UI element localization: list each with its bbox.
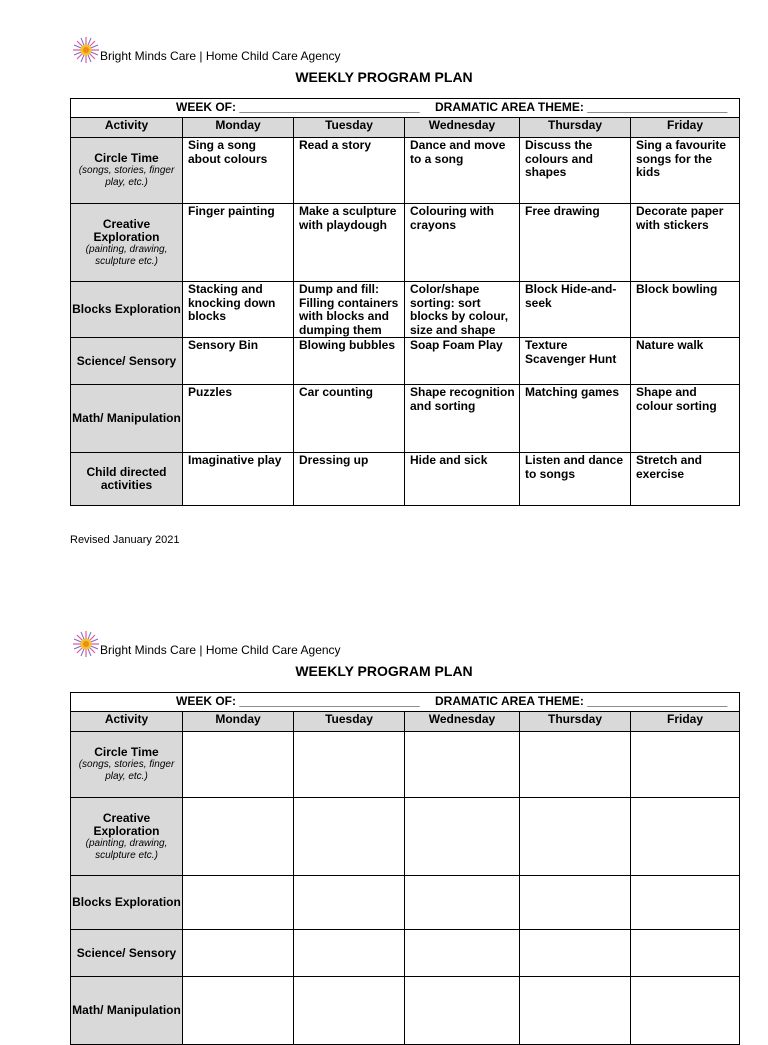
plan-cell: Color/shape sorting: sort blocks by colour, size and shape: [405, 282, 520, 338]
plan-cell: Matching games: [520, 385, 631, 453]
plan-cell-empty[interactable]: [294, 930, 405, 977]
plan-cell: Block Hide-and-seek: [520, 282, 631, 338]
plan-cell-empty[interactable]: [520, 930, 631, 977]
plan-cell-empty[interactable]: [183, 930, 294, 977]
activity-cell: [71, 977, 183, 1045]
header: [72, 36, 341, 64]
plan-cell: Stacking and knocking down blocks: [183, 282, 294, 338]
plan-cell: Dump and fill: Filling containers with blocks and dumping them: [294, 282, 405, 338]
activity-cell: [71, 338, 183, 385]
plan-cell: Imaginative play: [183, 453, 294, 506]
plan-cell-empty[interactable]: [520, 876, 631, 930]
week-row: [71, 99, 740, 118]
revised-date: Revised January 2021: [70, 534, 180, 546]
plan-cell-empty[interactable]: [405, 876, 520, 930]
activity-cell: [71, 138, 183, 204]
plan-cell-empty[interactable]: [631, 977, 740, 1045]
sunburst-logo-icon: [72, 630, 100, 658]
plan-cell: Decorate paper with stickers: [631, 204, 740, 282]
plan-cell-empty[interactable]: [405, 930, 520, 977]
activity-cell: [71, 732, 183, 798]
dramatic-theme-label: DRAMATIC AREA THEME: _____________________: [435, 100, 728, 114]
table-row: [71, 876, 740, 930]
plan-cell: Listen and dance to songs: [520, 453, 631, 506]
column-header: Friday: [631, 118, 740, 138]
activity-name: Science/ Sensory: [76, 945, 177, 960]
table-row: [71, 338, 740, 385]
plan-cell-empty[interactable]: [183, 732, 294, 798]
plan-cell-empty[interactable]: [294, 977, 405, 1045]
column-header: Wednesday: [405, 118, 520, 138]
plan-cell-empty[interactable]: [294, 732, 405, 798]
week-of-label: WEEK OF: ___________________________: [176, 100, 420, 114]
plan-cell: Make a sculpture with playdough: [294, 204, 405, 282]
plan-cell: Discuss the colours and shapes: [520, 138, 631, 204]
table-row: [71, 204, 740, 282]
plan-cell: Blowing bubbles: [294, 338, 405, 385]
plan-cell: Nature walk: [631, 338, 740, 385]
plan-cell: Block bowling: [631, 282, 740, 338]
table-row: [71, 138, 740, 204]
plan-cell: Read a story: [294, 138, 405, 204]
plan-cell-empty[interactable]: [520, 732, 631, 798]
week-row: [71, 693, 740, 712]
page-title: WEEKLY PROGRAM PLAN: [295, 69, 473, 85]
column-header: Tuesday: [294, 712, 405, 732]
program-plan-table-blank: [70, 692, 740, 1045]
plan-cell: Free drawing: [520, 204, 631, 282]
table-row: [71, 282, 740, 338]
plan-cell-empty[interactable]: [294, 876, 405, 930]
plan-cell: Shape recognition and sorting: [405, 385, 520, 453]
activity-cell: [71, 204, 183, 282]
activity-name: Science/ Sensory: [76, 353, 177, 368]
plan-cell-empty[interactable]: [294, 798, 405, 876]
table-row: [71, 732, 740, 798]
column-header: Thursday: [520, 712, 631, 732]
activity-name: Blocks Exploration: [72, 895, 181, 909]
plan-cell: Shape and colour sorting: [631, 385, 740, 453]
plan-cell-empty[interactable]: [520, 977, 631, 1045]
table-row: [71, 385, 740, 453]
plan-cell: Hide and sick: [405, 453, 520, 506]
week-of-label: WEEK OF: ___________________________: [176, 694, 420, 708]
activity-name: Child directed activities: [86, 465, 167, 492]
plan-cell: Texture Scavenger Hunt: [520, 338, 631, 385]
plan-cell-empty[interactable]: [405, 732, 520, 798]
plan-cell: Finger painting: [183, 204, 294, 282]
column-header: Activity: [71, 712, 183, 732]
plan-cell: Dressing up: [294, 453, 405, 506]
plan-cell-empty[interactable]: [631, 798, 740, 876]
activity-cell: [71, 930, 183, 977]
activity-cell: [71, 282, 183, 338]
column-header: Activity: [71, 118, 183, 138]
plan-cell: Sensory Bin: [183, 338, 294, 385]
activity-name: Blocks Exploration: [72, 302, 181, 316]
plan-cell: Stretch and exercise: [631, 453, 740, 506]
plan-cell: Soap Foam Play: [405, 338, 520, 385]
plan-cell: Colouring with crayons: [405, 204, 520, 282]
column-header: Tuesday: [294, 118, 405, 138]
plan-cell-empty[interactable]: [631, 930, 740, 977]
column-header: Monday: [183, 712, 294, 732]
column-header-row: [71, 712, 740, 732]
activity-cell: [71, 798, 183, 876]
activity-cell: [71, 876, 183, 930]
activity-note: (painting, drawing, sculpture etc.): [85, 243, 168, 267]
plan-cell: Sing a song about colours: [183, 138, 294, 204]
activity-name: Circle Time: [94, 745, 159, 759]
activity-note: (painting, drawing, sculpture etc.): [85, 837, 168, 861]
activity-cell: [71, 453, 183, 506]
program-plan-table: [70, 98, 740, 506]
header: [72, 630, 341, 658]
sunburst-logo-icon: [72, 36, 100, 64]
plan-cell-empty[interactable]: [183, 977, 294, 1045]
column-header-row: [71, 118, 740, 138]
activity-cell: [71, 385, 183, 453]
column-header: Friday: [631, 712, 740, 732]
plan-cell-empty[interactable]: [405, 798, 520, 876]
org-name: Bright Minds Care | Home Child Care Agency: [100, 49, 341, 63]
plan-cell: Dance and move to a song: [405, 138, 520, 204]
plan-cell: Sing a favourite songs for the kids: [631, 138, 740, 204]
activity-note: (songs, stories, finger play, etc.): [78, 165, 175, 188]
column-header: Monday: [183, 118, 294, 138]
org-name: Bright Minds Care | Home Child Care Agency: [100, 643, 341, 657]
column-header: Wednesday: [405, 712, 520, 732]
table-row: [71, 930, 740, 977]
dramatic-theme-label: DRAMATIC AREA THEME: _____________________: [435, 694, 728, 708]
page-title: WEEKLY PROGRAM PLAN: [295, 663, 473, 679]
activity-name: Creative Exploration: [93, 216, 160, 244]
plan-cell-empty[interactable]: [183, 876, 294, 930]
activity-name: Creative Exploration: [93, 810, 160, 838]
plan-cell-empty[interactable]: [520, 798, 631, 876]
plan-cell-empty[interactable]: [405, 977, 520, 1045]
plan-cell: Puzzles: [183, 385, 294, 453]
column-header: Thursday: [520, 118, 631, 138]
activity-name: Math/ Manipulation: [72, 411, 181, 425]
plan-cell-empty[interactable]: [183, 798, 294, 876]
plan-cell-empty[interactable]: [631, 732, 740, 798]
table-row: [71, 798, 740, 876]
activity-name: Circle Time: [94, 151, 159, 165]
table-row: [71, 977, 740, 1045]
activity-note: (songs, stories, finger play, etc.): [78, 759, 175, 782]
plan-cell: Car counting: [294, 385, 405, 453]
plan-cell-empty[interactable]: [631, 876, 740, 930]
activity-name: Math/ Manipulation: [72, 1003, 181, 1017]
table-row: [71, 453, 740, 506]
